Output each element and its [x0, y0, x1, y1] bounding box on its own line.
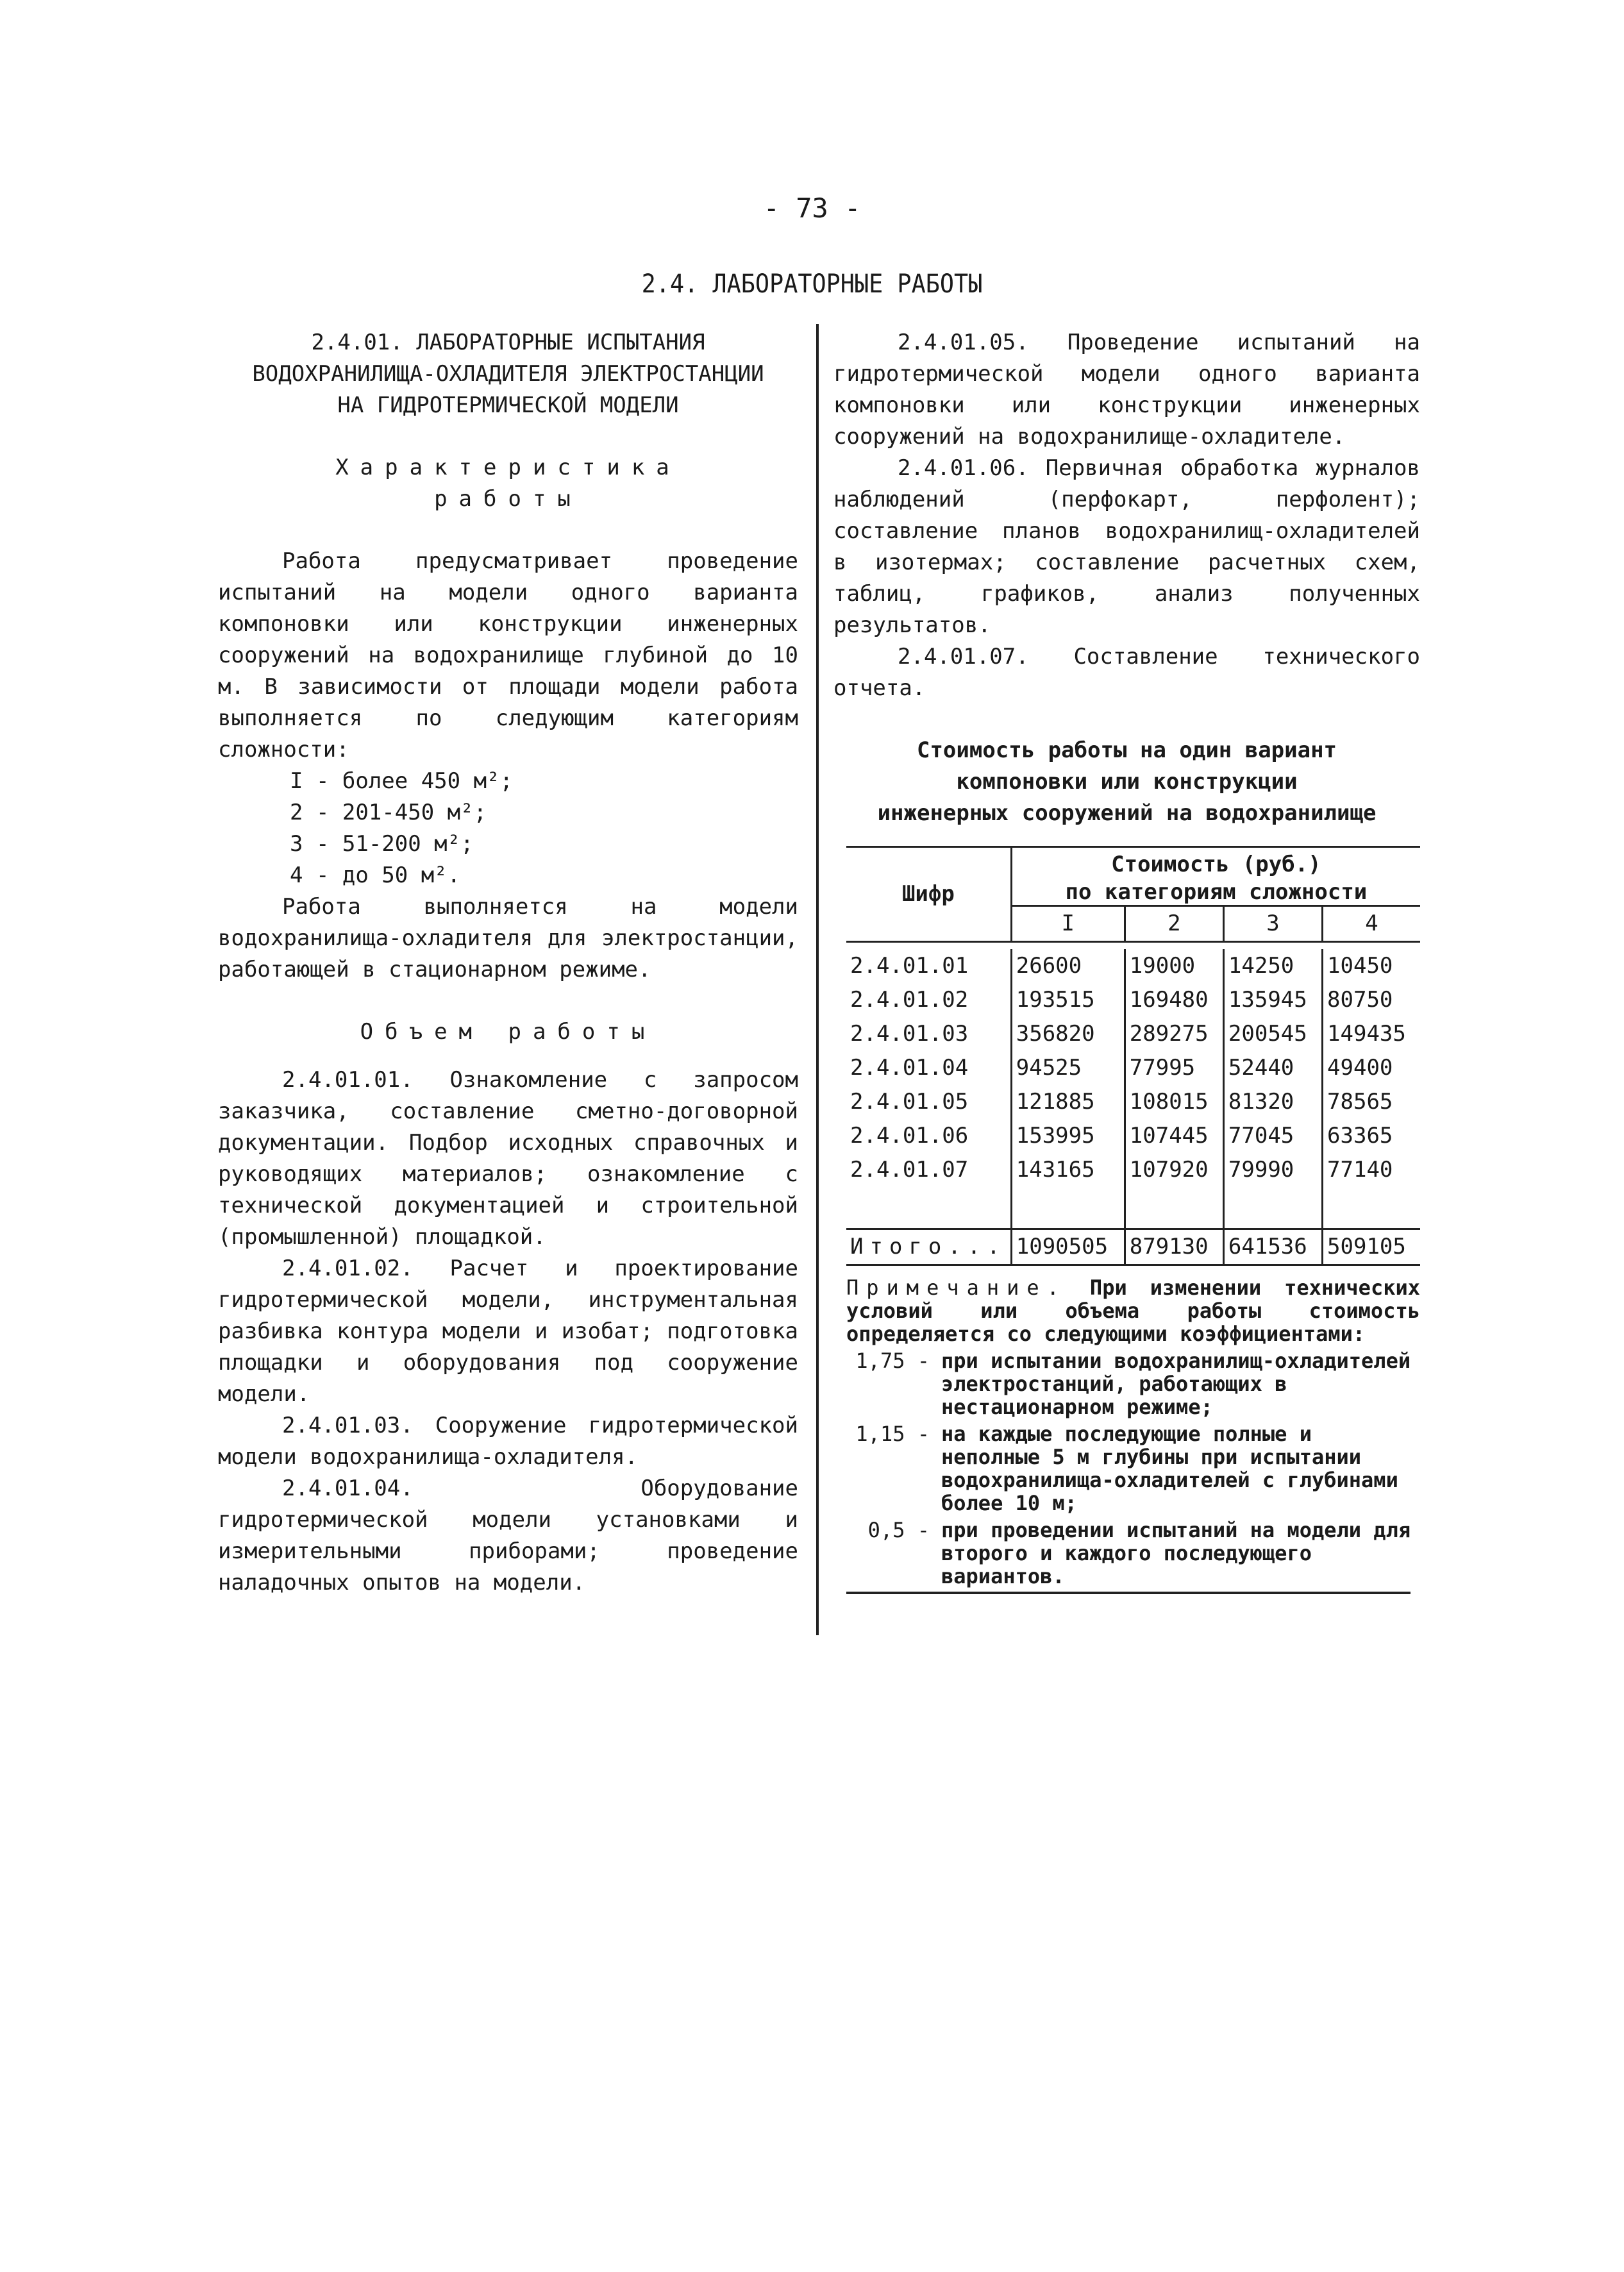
row-code: 2.4.01.05 [850, 1089, 969, 1115]
row-value: 49400 [1323, 1051, 1420, 1085]
row-value: 149435 [1323, 1017, 1420, 1051]
row-value: 10450 [1323, 949, 1420, 983]
volume-heading: Объем работы [360, 1019, 657, 1045]
characteristic-text-2: Работа выполняется на модели водохранилища-охладителя для электростанции, работающей в стационарном режиме. [218, 894, 798, 982]
header-cost-title: Стоимость (руб.) [1111, 852, 1321, 877]
total-value: 641536 [1223, 1229, 1322, 1265]
row-value: 289275 [1125, 1017, 1223, 1051]
end-rule [846, 1592, 1411, 1594]
column-divider [816, 324, 819, 1635]
header-cost-sub: по категориям сложности [1065, 879, 1368, 905]
category-item: I - более 450 м²; [290, 768, 513, 794]
characteristic-heading-2: работы [434, 486, 582, 512]
header-code: Шифр [846, 847, 1011, 942]
header-category: 4 [1323, 906, 1420, 942]
coefficient-value: 1,75 - [855, 1349, 930, 1373]
section-title: 2.4. ЛАБОРАТОРНЫЕ РАБОТЫ [641, 269, 983, 299]
category-item: 3 - 51-200 м²; [290, 831, 474, 857]
row-value: 19000 [1125, 949, 1223, 983]
left-column [218, 327, 798, 1599]
work-title-line: ВОДОХРАНИЛИЩА-ОХЛАДИТЕЛЯ ЭЛЕКТРОСТАНЦИИ [252, 361, 764, 387]
table-caption [833, 735, 1420, 829]
work-item: 2.4.01.05. Проведение испытаний на гидротермической модели одного варианта компоновки или конструкции инженерных сооружений на водохранилище-охладителе. [833, 330, 1420, 450]
table-row [846, 949, 1420, 983]
table-row [846, 1153, 1420, 1187]
right-column [833, 327, 1420, 1594]
row-value: 26600 [1011, 949, 1125, 983]
row-code: 2.4.01.02 [850, 987, 969, 1013]
coefficient-item [846, 1519, 1420, 1588]
cost-table [846, 846, 1420, 1266]
table-row [846, 1119, 1420, 1153]
row-value: 63365 [1323, 1119, 1420, 1153]
header-category: 2 [1125, 906, 1223, 942]
header-category: 3 [1223, 906, 1322, 942]
category-item: 2 - 201-450 м²; [290, 800, 487, 825]
row-value: 79990 [1223, 1153, 1322, 1187]
coefficient-item [846, 1422, 1420, 1515]
row-value: 143165 [1011, 1153, 1125, 1187]
characteristic-text: Работа предусматривает проведение испытаний на модели одного варианта компоновки или конструкции инженерных сооружений на водохранилище глубиной до 10 м. В зависимости от площади модели работа выполняется по следующим категориям сложности: [218, 548, 798, 762]
row-code: 2.4.01.04 [850, 1055, 969, 1081]
category-item: 4 - до 50 м². [290, 863, 461, 888]
table-caption-line: компоновки или конструкции [956, 769, 1298, 795]
row-code: 2.4.01.07 [850, 1157, 969, 1182]
row-value: 78565 [1323, 1085, 1420, 1119]
note-intro-text: При изменении технических условий или объема работы стоимость определяется со следующими коэффициентами: [846, 1275, 1421, 1346]
coefficient-text: при проведении испытаний на модели для второго и каждого последующего вариантов. [941, 1518, 1411, 1588]
work-item: 2.4.01.07. Составление технического отчета. [833, 644, 1420, 701]
row-value: 107920 [1125, 1153, 1223, 1187]
total-label: Итого... [846, 1229, 1011, 1265]
characteristic-heading: Характеристика [335, 455, 681, 480]
total-value: 879130 [1125, 1229, 1223, 1265]
table-row [846, 983, 1420, 1017]
table-caption-line: Стоимость работы на один вариант [916, 737, 1337, 763]
table-row [846, 1017, 1420, 1051]
work-item: 2.4.01.04. Оборудование гидротермической модели установками и измерительными приборами; проведение наладочных опытов на модели. [218, 1476, 798, 1595]
row-value: 108015 [1125, 1085, 1223, 1119]
row-code: 2.4.01.01 [850, 953, 969, 979]
note-intro [846, 1276, 1420, 1345]
total-row [846, 1229, 1420, 1265]
work-item: 2.4.01.03. Сооружение гидротермической модели водохранилища-охладителя. [218, 1413, 798, 1470]
work-title-line: 2.4.01. ЛАБОРАТОРНЫЕ ИСПЫТАНИЯ [311, 330, 705, 355]
note [846, 1276, 1420, 1588]
row-value: 356820 [1011, 1017, 1125, 1051]
row-value: 77140 [1323, 1153, 1420, 1187]
total-value: 509105 [1323, 1229, 1420, 1265]
coefficient-text: при испытании водохранилищ-охладителей электростанций, работающих в нестационарном режиме; [941, 1349, 1411, 1419]
row-value: 14250 [1223, 949, 1322, 983]
page-number: - 73 - [763, 192, 861, 224]
row-value: 80750 [1323, 983, 1420, 1017]
work-title-line: НА ГИДРОТЕРМИЧЕСКОЙ МОДЕЛИ [337, 392, 679, 418]
table-row [846, 1085, 1420, 1119]
row-code: 2.4.01.03 [850, 1021, 969, 1047]
note-head: Примечание. [846, 1275, 1067, 1300]
coefficient-item [846, 1349, 1420, 1418]
row-value: 77995 [1125, 1051, 1223, 1085]
work-item: 2.4.01.06. Первичная обработка журналов наблюдений (перфокарт, перфолент); составление планов водохранилищ-охладителей в изотермах; составление расчетных схем, таблиц, графиков, анализ полученных результатов. [833, 455, 1420, 638]
total-value: 1090505 [1011, 1229, 1125, 1265]
row-value: 121885 [1011, 1085, 1125, 1119]
row-value: 81320 [1223, 1085, 1322, 1119]
coefficient-value: 0,5 - [867, 1518, 930, 1542]
work-item: 2.4.01.02. Расчет и проектирование гидротермической модели, инструментальная разбивка контура модели и изобат; подготовка площадки и оборудования под сооружение модели. [218, 1256, 798, 1407]
row-value: 193515 [1011, 983, 1125, 1017]
row-code: 2.4.01.06 [850, 1123, 969, 1149]
row-value: 200545 [1223, 1017, 1322, 1051]
table-caption-line: инженерных сооружений на водохранилище [877, 800, 1377, 826]
table-row [846, 1051, 1420, 1085]
row-value: 107445 [1125, 1119, 1223, 1153]
row-value: 153995 [1011, 1119, 1125, 1153]
work-title [218, 327, 798, 421]
coefficient-value: 1,15 - [855, 1422, 930, 1446]
header-cost [1011, 847, 1420, 906]
work-item: 2.4.01.01. Ознакомление с запросом заказчика, составление сметно-договорной документации. Подбор исходных справочных и руководящих материалов; ознакомление с технической документацией и строительной (промышленной) площадкой. [218, 1067, 798, 1250]
header-category: I [1011, 906, 1125, 942]
row-value: 77045 [1223, 1119, 1322, 1153]
row-value: 169480 [1125, 983, 1223, 1017]
row-value: 135945 [1223, 983, 1322, 1017]
coefficient-text: на каждые последующие полные и неполные 5 м глубины при испытании водохранилища-охладителей с глубинами более 10 м; [941, 1422, 1398, 1515]
row-value: 52440 [1223, 1051, 1322, 1085]
row-value: 94525 [1011, 1051, 1125, 1085]
